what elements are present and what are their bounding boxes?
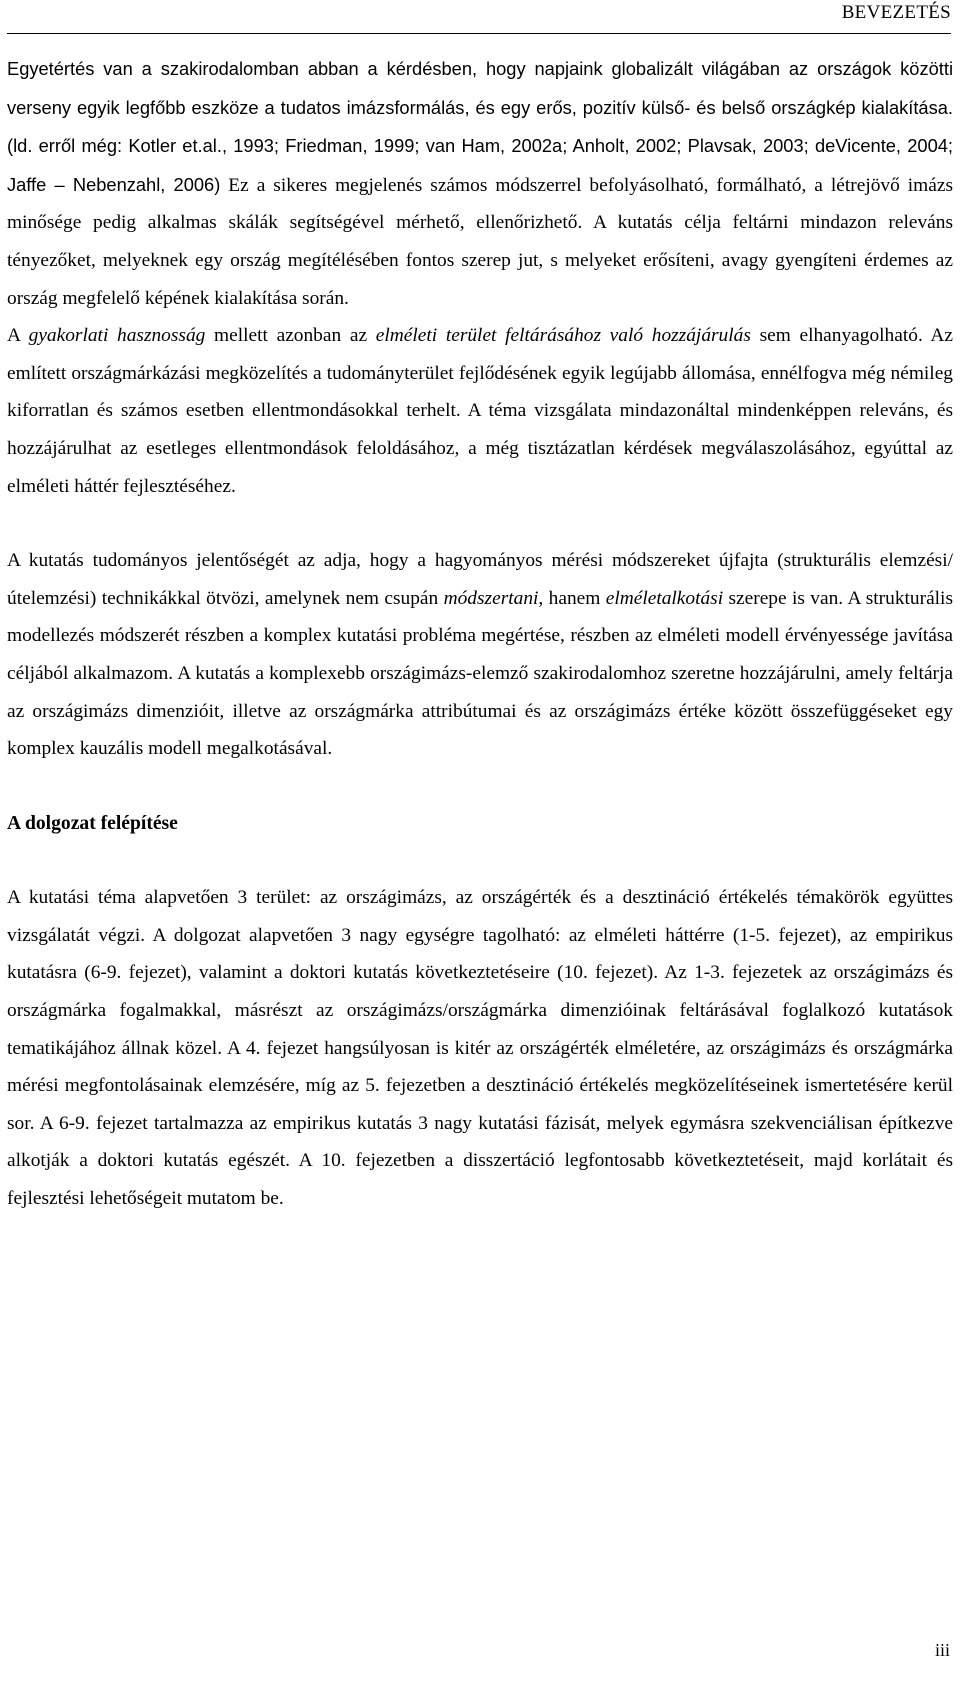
intro-paragraph-1 [7, 50, 953, 317]
intro-paragraph-3-start: A kutatás tudományos jelentőségét az adja, hogy a hagyományos mérési módszereket újfajta (strukturális elemzési/útelemzési) technikákkal ötvözi, amelynek nem csupán [7, 550, 953, 609]
emphasis-practical-utility: gyakorlati hasznosság [28, 325, 206, 347]
paragraph-spacer [7, 842, 953, 879]
intro-paragraph-3 [7, 542, 953, 768]
header-rule [7, 33, 951, 34]
page-body [7, 50, 953, 1218]
emphasis-theoretical-contribution: elméleti terület feltárásához való hozzájárulás [375, 325, 751, 347]
structure-paragraph: A kutatási téma alapvetően 3 terület: az országimázs, az országérték és a desztináció értékelés témakörök együttes vizsgálatát végzi. A dolgozat alapvetően 3 nagy egységre tagolható: az elméleti háttérre (1-5. fejezet), az empirikus kutatásra (6-9. fejezet), valamint a doktori kutatás következtetéseire (10. fejezet). Az 1-3. fejezetek az országimázs és országmárka fogalmakkal, másrészt az országimázs/országmárka dimenzióinak feltárásával foglalkozó kutatások tematikájához állnak közel. A 4. fejezet hangsúlyosan is kitér az országérték elméletére, az országimázs és országmárka mérési megfontolásainak elemzésére, míg az 5. fejezetben a desztináció értékelés megközelítéseinek ismertetésére kerül sor. A 6-9. fejezet tartalmazza az empirikus kutatás 3 nagy kutatási fázisát, melyek egymásra szekvenciálisan építkezve alkotják a doktori kutatás egészét. A 10. fejezetben a disszertáció legfontosabb következtetéseit, majd korlátait és fejlesztési lehetőségeit mutatom be. [7, 887, 953, 1210]
intro-paragraph-2-start: A [7, 325, 29, 347]
emphasis-methodological: módszertani [443, 587, 539, 609]
intro-paragraph-1-lead: Egyetértés van a szakirodalomban abban a kérdésben, hogy napjaink globalizált világában az országok közötti verseny egyik legfőbb eszköze a tudatos imázsformálás, és egy erős, pozitív külső- és belső országkép kialakítása. (ld. erről még: Kotler et.al., 1993; Friedman, 1999; van Ham, 2002a; Anholt, 2002; Plavsak, 2003; deVicente, 2004; Jaffe – Nebenzahl, 2006) [7, 58, 953, 195]
paragraph-spacer [7, 768, 953, 805]
intro-paragraph-2 [7, 317, 953, 505]
intro-paragraph-2-rest: sem elhanyagolható. Az említett országmárkázási megközelítés a tudományterület fejlődésének egyik legújabb állomása, ennélfogva még némileg kiforratlan és számos esetben ellentmondásokkal terhelt. A téma vizsgálata mindazonáltal mindenképpen releváns, és hozzájárulhat az esetleges ellentmondások feloldásához, a még tisztázatlan kérdések megválaszolásához, egyúttal az elméleti háttér fejlesztéséhez. [7, 325, 954, 497]
page-number: iii [934, 1640, 950, 1660]
emphasis-theory-building: elméletalkotási [605, 587, 724, 609]
intro-paragraph-2-mid: mellett azonban az [205, 325, 376, 347]
section-heading-structure: A dolgozat felépítése [7, 812, 178, 834]
running-header: BEVEZETÉS [841, 2, 951, 23]
intro-paragraph-3-rest: szerepe is van. A strukturális modellezés módszerét részben a komplex kutatási probléma megértése, részben az elméleti modell érvényessége javítása céljából alkalmazom. A kutatás a komplexebb országimázs-elemző szakirodalomhoz szeretne hozzájárulni, amely feltárja az országimázs dimenzióit, illetve az országmárka attribútumai és az országimázs értéke között összefüggéseket egy komplex kauzális modell megalkotásával. [7, 587, 953, 760]
intro-paragraph-1-body: Ez a sikeres megjelenés számos módszerrel befolyásolható, formálható, a létrejövő imázs minősége pedig alkalmas skálák segítségével mérhető, ellenőrizhető. A kutatás célja feltárni mindazon releváns tényezőket, melyeknek egy ország megítélésében fontos szerep jut, s melyeket erősíteni, avagy gyengíteni érdemes az ország megfelelő képének kialakítása során. [7, 174, 953, 309]
intro-paragraph-3-mid: , hanem [538, 587, 606, 609]
paragraph-spacer [7, 505, 953, 542]
